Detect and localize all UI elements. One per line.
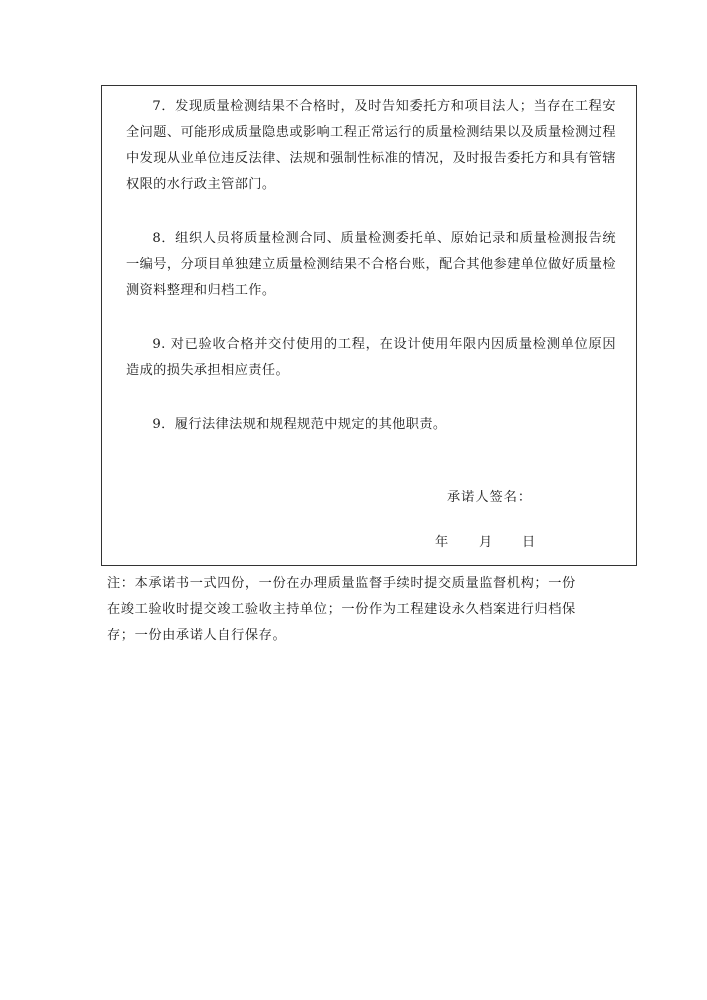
clause-9-liability: 9. 对已验收合格并交付使用的工程，在设计使用年限内因质量检测单位原因造成的损失承担相应责任。: [126, 337, 616, 378]
footnote-line: 注：本承诺书一式四份，一份在办理质量监督手续时提交质量监督机构；一份: [107, 576, 576, 591]
signature-label: 承诺人签名：: [447, 490, 533, 505]
clause-7: 7．发现质量检测结果不合格时，及时告知委托方和项目法人；当存在工程安全问题、可能形成质量隐患或影响工程正常运行的质量检测结果以及质量检测过程中发现从业单位违反法律、法规和强制性标准的情况，及时报告委托方和具有管辖权限的水行政主管部门。: [126, 99, 616, 192]
footnote-line: 在竣工验收时提交竣工验收主持单位；一份作为工程建设永久档案进行归档保: [107, 602, 576, 617]
clause-9-other-duties: 9．履行法律法规和规程规范中规定的其他职责。: [152, 417, 447, 432]
commitment-box: [101, 85, 637, 566]
footnote: [107, 571, 597, 649]
date-day-label: 日: [522, 535, 536, 550]
date-year-label: 年: [435, 535, 449, 550]
footnote-line: 存；一份由承诺人自行保存。: [107, 628, 287, 643]
date-month-label: 月: [479, 535, 493, 550]
clause-8: 8．组织人员将质量检测合同、质量检测委托单、原始记录和质量检测报告统一编号，分项目单独建立质量检测结果不合格台账，配合其他参建单位做好质量检测资料整理和归档工作。: [126, 231, 616, 298]
